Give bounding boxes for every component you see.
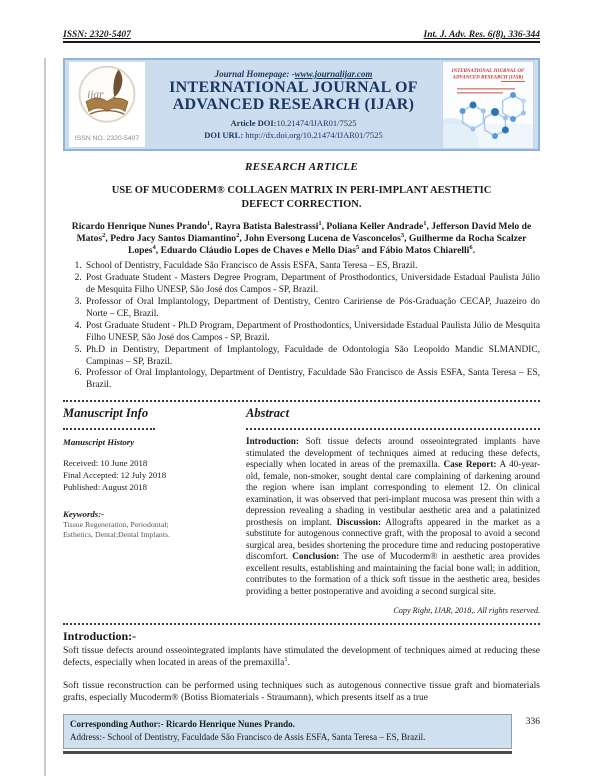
manuscript-history-heading: Manuscript History [63, 437, 135, 448]
corresponding-author-line: Corresponding Author:- Ricardo Henrique Nunes Prando. [70, 719, 295, 730]
abstract-text: Introduction: Soft tissue defects around osseointegrated implants have stimulated the development of techniques aimed at reducing these defects, especially when located in areas of the premaxilla. Case Report: A 40-year-old, female, non-smoker, sought dental care complaining of darkening around the region where isan implant corresponding to element 12. On clinical examination, it was observed that peri-implant mucosa was present thin with a depression revealing a shading in vestibular aesthetic area and a palatinized prosthesis on implant. Discussion: Allografts appeared in the market as a substitute for autogenous connective graft, with the proposal to avoid a second surgical area, besides shortening the procedure time and reducing postoperative discomfort. Conclusion: The use of Mucoderm® in aesthetic area provides excellent results, establishing and maintaining the facial bone wall; in addition, contributes to the formation of a thick soft tissue in the aesthetic area, besides providing a better postoperative and avoiding a second surgical site. [246, 436, 541, 596]
keywords-text: Tissue Regeneration, Periodontal; Esthetics, Dental;Dental Implants. [63, 519, 170, 540]
journal-name: INTERNATIONAL JOURNAL OF ADVANCED RESEARCH (IJAR) [169, 78, 418, 113]
banner-text-block [145, 69, 442, 141]
affiliation-item: 2. Post Graduate Student - Masters Degree Program, Department of Prosthodontics, Universidade Estadual Paulista Júlio de Mesquita Filho UNESP, São José dos Campos - SP, Brazil. [84, 273, 540, 297]
journal-banner [63, 58, 540, 151]
abstract-heading: Abstract [246, 406, 290, 421]
abstract-column [246, 406, 540, 615]
affiliations-list [63, 261, 540, 392]
dotted-separator-info [63, 426, 155, 430]
published-date: Published: August 2018 [63, 482, 148, 493]
issn-label: ISSN: 2320-5407 [63, 30, 131, 40]
svg-text:INTERNATIONAL JOURNAL OF: INTERNATIONAL JOURNAL OF [451, 68, 525, 74]
journal-logo-panel [69, 62, 145, 147]
dotted-separator-top [63, 398, 540, 402]
affiliation-item: 3. Professor of Oral Implantology, Department of Dentistry, Centro Caririense de Pós-Graduação CECAP, Juazeiro do Norte – CE, Brazil. [84, 297, 540, 321]
corresponding-author-box [63, 714, 512, 748]
manuscript-info-column [63, 406, 233, 615]
journal-cover-thumbnail [442, 61, 534, 149]
homepage-url-link[interactable]: www.journalijar.com [294, 68, 373, 79]
dotted-separator-bottom [63, 621, 540, 625]
article-title: USE OF MUCODERM® COLLAGEN MATRIX IN PERI-IMPLANT AESTHETIC DEFECT CORRECTION. [111, 185, 492, 211]
keywords-label: Keywords:- [63, 508, 105, 519]
article-type-label: RESEARCH ARTICLE [245, 161, 358, 173]
affiliation-item: 1. School of Dentistry, Faculdade São Francisco de Assis ESFA, Santa Teresa – ES, Brazil. [84, 261, 540, 273]
dotted-separator-abstract [246, 426, 540, 430]
page-footer [63, 714, 540, 753]
article-doi-line: Article DOI:10.21474/IJAR01/7525 [230, 118, 357, 129]
affiliation-item: 6. Professor of Oral Implantology, Department of Dentistry, Faculdade São Francisco de Assis ESFA, Santa Teresa – ES, Brazil. [84, 368, 540, 392]
received-date: Received: 10 June 2018 [63, 458, 148, 469]
affiliation-item: 4. Post Graduate Student - Ph.D Program, Department of Prosthodontics, Universidade Estadual Paulista Júlio de Mesquita Filho UNESP, São José dos Campos - SP, Brazil. [84, 321, 540, 345]
svg-text:ijar: ijar [87, 89, 104, 101]
journal-homepage-line [149, 69, 438, 79]
doi-url-line: DOI URL: http://dx.doi.org/10.21474/IJAR01/7525 [204, 130, 383, 141]
introduction-paragraph-2: Soft tissue reconstruction can be performed using techniques such as autogenous connective tissue graft and biomaterials grafts, especially Mucoderm® (Botiss Biomaterials - Straumann), which presents itself as a true [63, 680, 540, 703]
homepage-label: Journal Homepage: - [214, 68, 295, 79]
copyright-line: Copy Right, IJAR, 2018,. All rights reserved. [393, 606, 540, 616]
ijar-logo-icon [71, 62, 143, 134]
introduction-heading: Introduction:- [63, 629, 137, 644]
journal-citation: Int. J. Adv. Res. 6(8), 336-344 [423, 30, 540, 40]
authors-line: Ricardo Henrique Nunes Prando$^1$, Rayra Batista Balestrassi$^1$, Poliana Keller Andrade$^1$, Jefferson David Melo de Matos$^2$, Pedro Jacy Santos Diamantino$^2$, John Eversong Lucena de Vasconcelos$^3$, Guilherme da Rocha Scalzer Lopes$^4$, Eduardo Cláudio Lopes de Chaves e Mello Dias$^5$ and Fábio Matos Chiarelli$^6$. [71, 220, 532, 257]
introduction-paragraph-1: Soft tissue defects around osseointegrated implants have stimulated the development of techniques aimed at reducing these defects, especially when located in areas of the premaxilla$^1$. [63, 646, 540, 669]
page-number: 336 [525, 717, 540, 728]
svg-text:ADVANCED RESEARCH (IJAR): ADVANCED RESEARCH (IJAR) [452, 75, 524, 80]
running-header [63, 30, 540, 43]
manuscript-history-dates [63, 458, 233, 494]
doi-url-link[interactable]: http://dx.doi.org/10.21474/IJAR01/7525 [245, 130, 383, 141]
affiliation-item: 5. Ph.D in Dentistry, Department of Implantology, Faculdade de Odontologia São Leopoldo Mandic SLMANDIC, Campinas – SP, Brazil. [84, 345, 540, 369]
corresponding-address-line: Address:- School of Dentistry, Faculdade São Francisco de Assis ESFA, Santa Teresa – ES, Brazil. [70, 731, 426, 742]
scan-edge-line [44, 58, 46, 776]
final-accepted-date: Final Accepted: 12 July 2018 [63, 470, 167, 481]
logo-issn-caption: ISSN NO. 2320-5407 [74, 135, 140, 142]
manuscript-info-heading: Manuscript Info [63, 406, 149, 421]
